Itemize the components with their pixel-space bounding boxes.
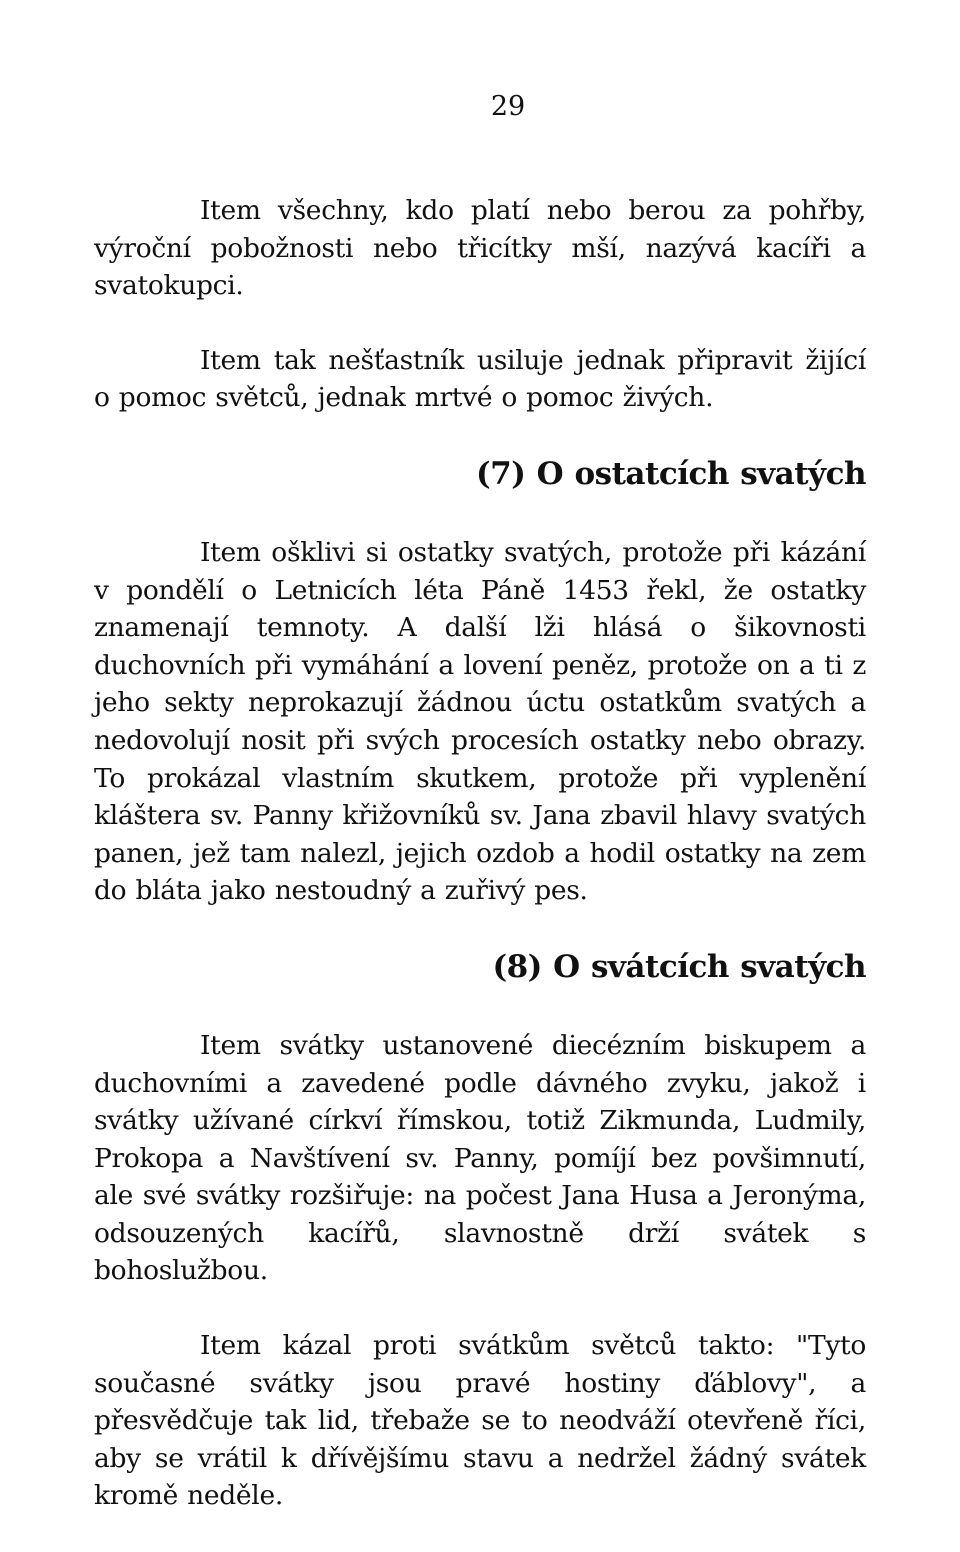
- paragraph-3: Item ošklivi si ostatky svatých, protože při kázání v pondělí o Letnicích léta Páně 1453 řekl, že ostatky znamenají temnoty. A další lži hlásá o šikovnosti duchovních při vymáhání a lovení peněz, protože on a ti z jeho sekty neprokazují žádnou úctu ostatkům svatých a nedovolují nosit při svých procesích ostatky nebo obrazy. To prokázal vlastním skutkem, protože při vyplenění kláštera sv. Panny křižovníků sv. Jana zbavil hlavy svatých panen, jež tam nalezl, jejich ozdob a hodil ostatky na zem do bláta jako nestoudný a zuřivý pes.: [94, 536, 866, 907]
- page-number: 29: [490, 91, 526, 122]
- paragraph-1: Item všechny, kdo platí nebo berou za pohřby, výroční pobožnosti nebo třicítky mší, nazývá kacíři a svatokupci.: [94, 195, 866, 302]
- body-text: [94, 192, 866, 1552]
- section-heading-8: (8) O svátcích svatých: [492, 948, 866, 985]
- section-heading-7: (7) O ostatcích svatých: [475, 455, 866, 492]
- paragraph-4: Item svátky ustanovené diecézním biskupem a duchovními a zavedené podle dávného zvyku, jakož i svátky užívané církví římskou, totiž Zikmunda, Ludmily, Prokopa a Navštívení sv. Panny, pomíjí bez povšimnutí, ale své svátky rozšiřuje: na počest Jana Husa a Jeronýma, odsouzených kacířů, slavnostně drží svátek s bohoslužbou.: [94, 1029, 866, 1287]
- paragraph-2: Item tak nešťastník usiluje jednak připravit žijící o pomoc světců, jednak mrtvé o pomoc živých.: [94, 344, 866, 414]
- paragraph-5: Item kázal proti svátkům světců takto: "Tyto současné svátky jsou pravé hostiny ďáblovy", a přesvědčuje tak lid, třebaže se to neodváží otevřeně říci, aby se vrátil k dřívějšímu stavu a nedržel žádný svátek kromě neděle.: [94, 1330, 866, 1512]
